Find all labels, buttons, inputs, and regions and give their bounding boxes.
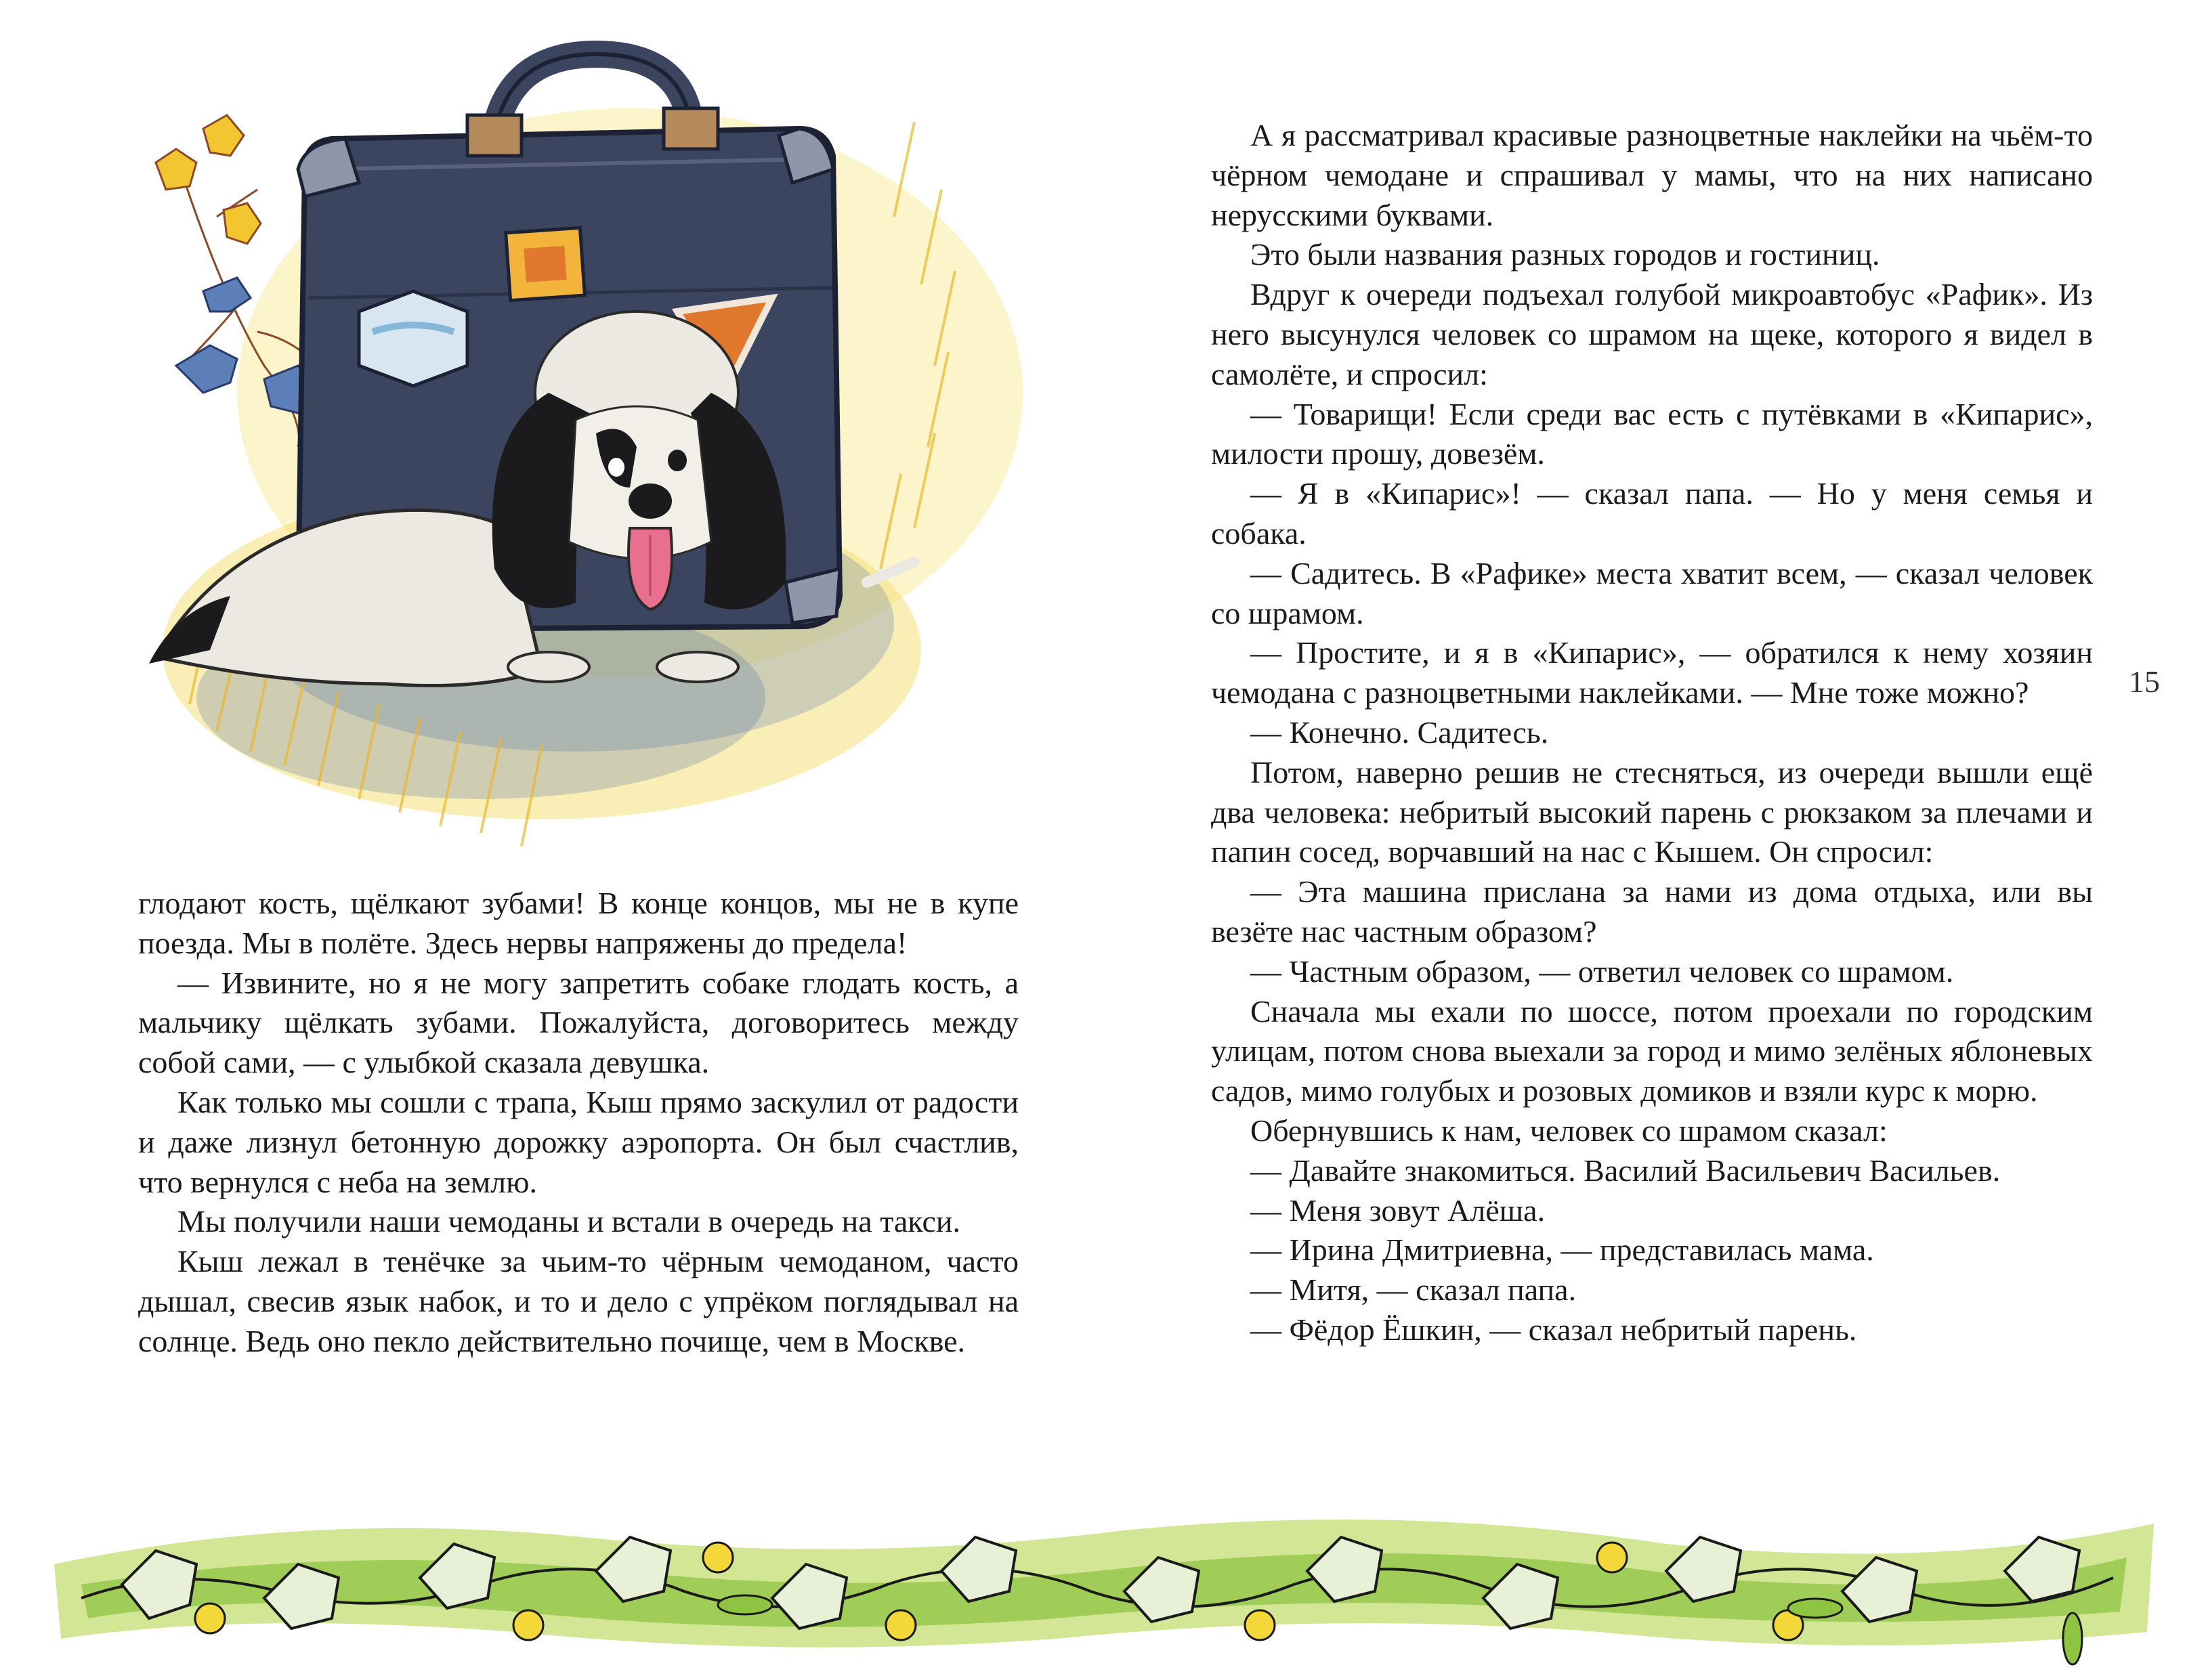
paragraph: — Ирина Дмитриевна, — представилась мама.	[1250, 1232, 1874, 1268]
paragraph: — Я в «Кипарис»! — сказал папа. — Но у меня семья и собака.	[1211, 476, 2093, 551]
paragraph: — Митя, — сказал папа.	[1250, 1272, 1577, 1308]
paragraph: Мы получили наши чемоданы и встали в очередь на такси.	[177, 1204, 961, 1239]
paragraph: — Частным образом, — ответил человек со шрамом.	[1250, 953, 1954, 989]
paragraph: — Извините, но я не могу запретить собаке глодать кость, а мальчику щёлкать зубами. Пожалуйста, договоритесь между собой сами, — с улыбкой сказала девушка.	[138, 965, 1019, 1080]
paragraph: — Давайте знакомиться. Василий Васильевич Васильев.	[1250, 1153, 2001, 1188]
paragraph: А я рассматривал красивые разноцветные наклейки на чьём-то чёрном чемодане и спрашивал у мамы, что на них написано нерусскими буквами.	[1211, 118, 2093, 232]
vine-crayon-band	[54, 1520, 2154, 1647]
paragraph: Потом, наверно решив не стесняться, из очереди вышли ещё два человека: небритый высокий парень с рюкзаком за плечами и папин сосед, ворчавший на нас с Кышем. Он спросил:	[1211, 754, 2093, 869]
paragraph: — Товарищи! Если среди вас есть с путёвками в «Кипарис», милости прошу, довезём.	[1211, 396, 2093, 471]
right-text-column	[1211, 116, 2093, 1350]
dog-suitcase-illustration	[102, 14, 1029, 867]
paragraph: Это были названия разных городов и гостиниц.	[1250, 237, 1880, 272]
paragraph: — Конечно. Садитесь.	[1250, 714, 1549, 750]
left-text-column	[138, 884, 1019, 1362]
paragraph: — Эта машина прислана за нами из дома отдыха, или вы везёте нас частным образом?	[1211, 874, 2093, 949]
page-number: 15	[2129, 664, 2160, 699]
flower-blooms	[156, 115, 261, 244]
paragraph: Как только мы сошли с трапа, Кыш прямо заскулил от радости и даже лизнул бетонную дорожку аэропорта. Он был счастлив, что вернулся с неба на землю.	[138, 1084, 1019, 1199]
paragraph: глодают кость, щёлкают зубами! В конце концов, мы не в купе поезда. Мы в полёте. Здесь нервы напряжены до предела!	[138, 886, 1019, 960]
paragraph: — Меня зовут Алёша.	[1250, 1192, 1546, 1228]
paragraph: Сначала мы ехали по шоссе, потом проехали по городским улицам, потом снова выехали за город и мимо зелёных яблоневых садов, мимо голубых и розовых домиков и взяли курс к морю.	[1211, 993, 2093, 1108]
vine-border-illustration	[41, 1483, 2167, 1673]
paragraph: Вдруг к очереди подъехал голубой микроавтобус «Рафик». Из него высунулся человек со шрамом на щеке, которого я видел в самолёте, и спросил:	[1211, 277, 2093, 391]
paragraph: — Простите, и я в «Кипарис», — обратился к нему хозяин чемодана с разноцветными наклейками. — Мне тоже можно?	[1211, 635, 2093, 710]
paragraph: Обернувшись к нам, человек со шрамом сказал:	[1250, 1113, 1888, 1148]
paragraph: Кыш лежал в тенёчке за чьим-то чёрным чемоданом, часто дышал, свесив язык набок, и то и дело с упрёком поглядывал на солнце. Ведь оно пекло действительно почище, чем в Москве.	[138, 1244, 1019, 1358]
paragraph: — Садитесь. В «Рафике» места хватит всем, — сказал человек со шрамом.	[1211, 555, 2093, 630]
paragraph: — Фёдор Ёшкин, — сказал небритый парень.	[1250, 1312, 1857, 1347]
